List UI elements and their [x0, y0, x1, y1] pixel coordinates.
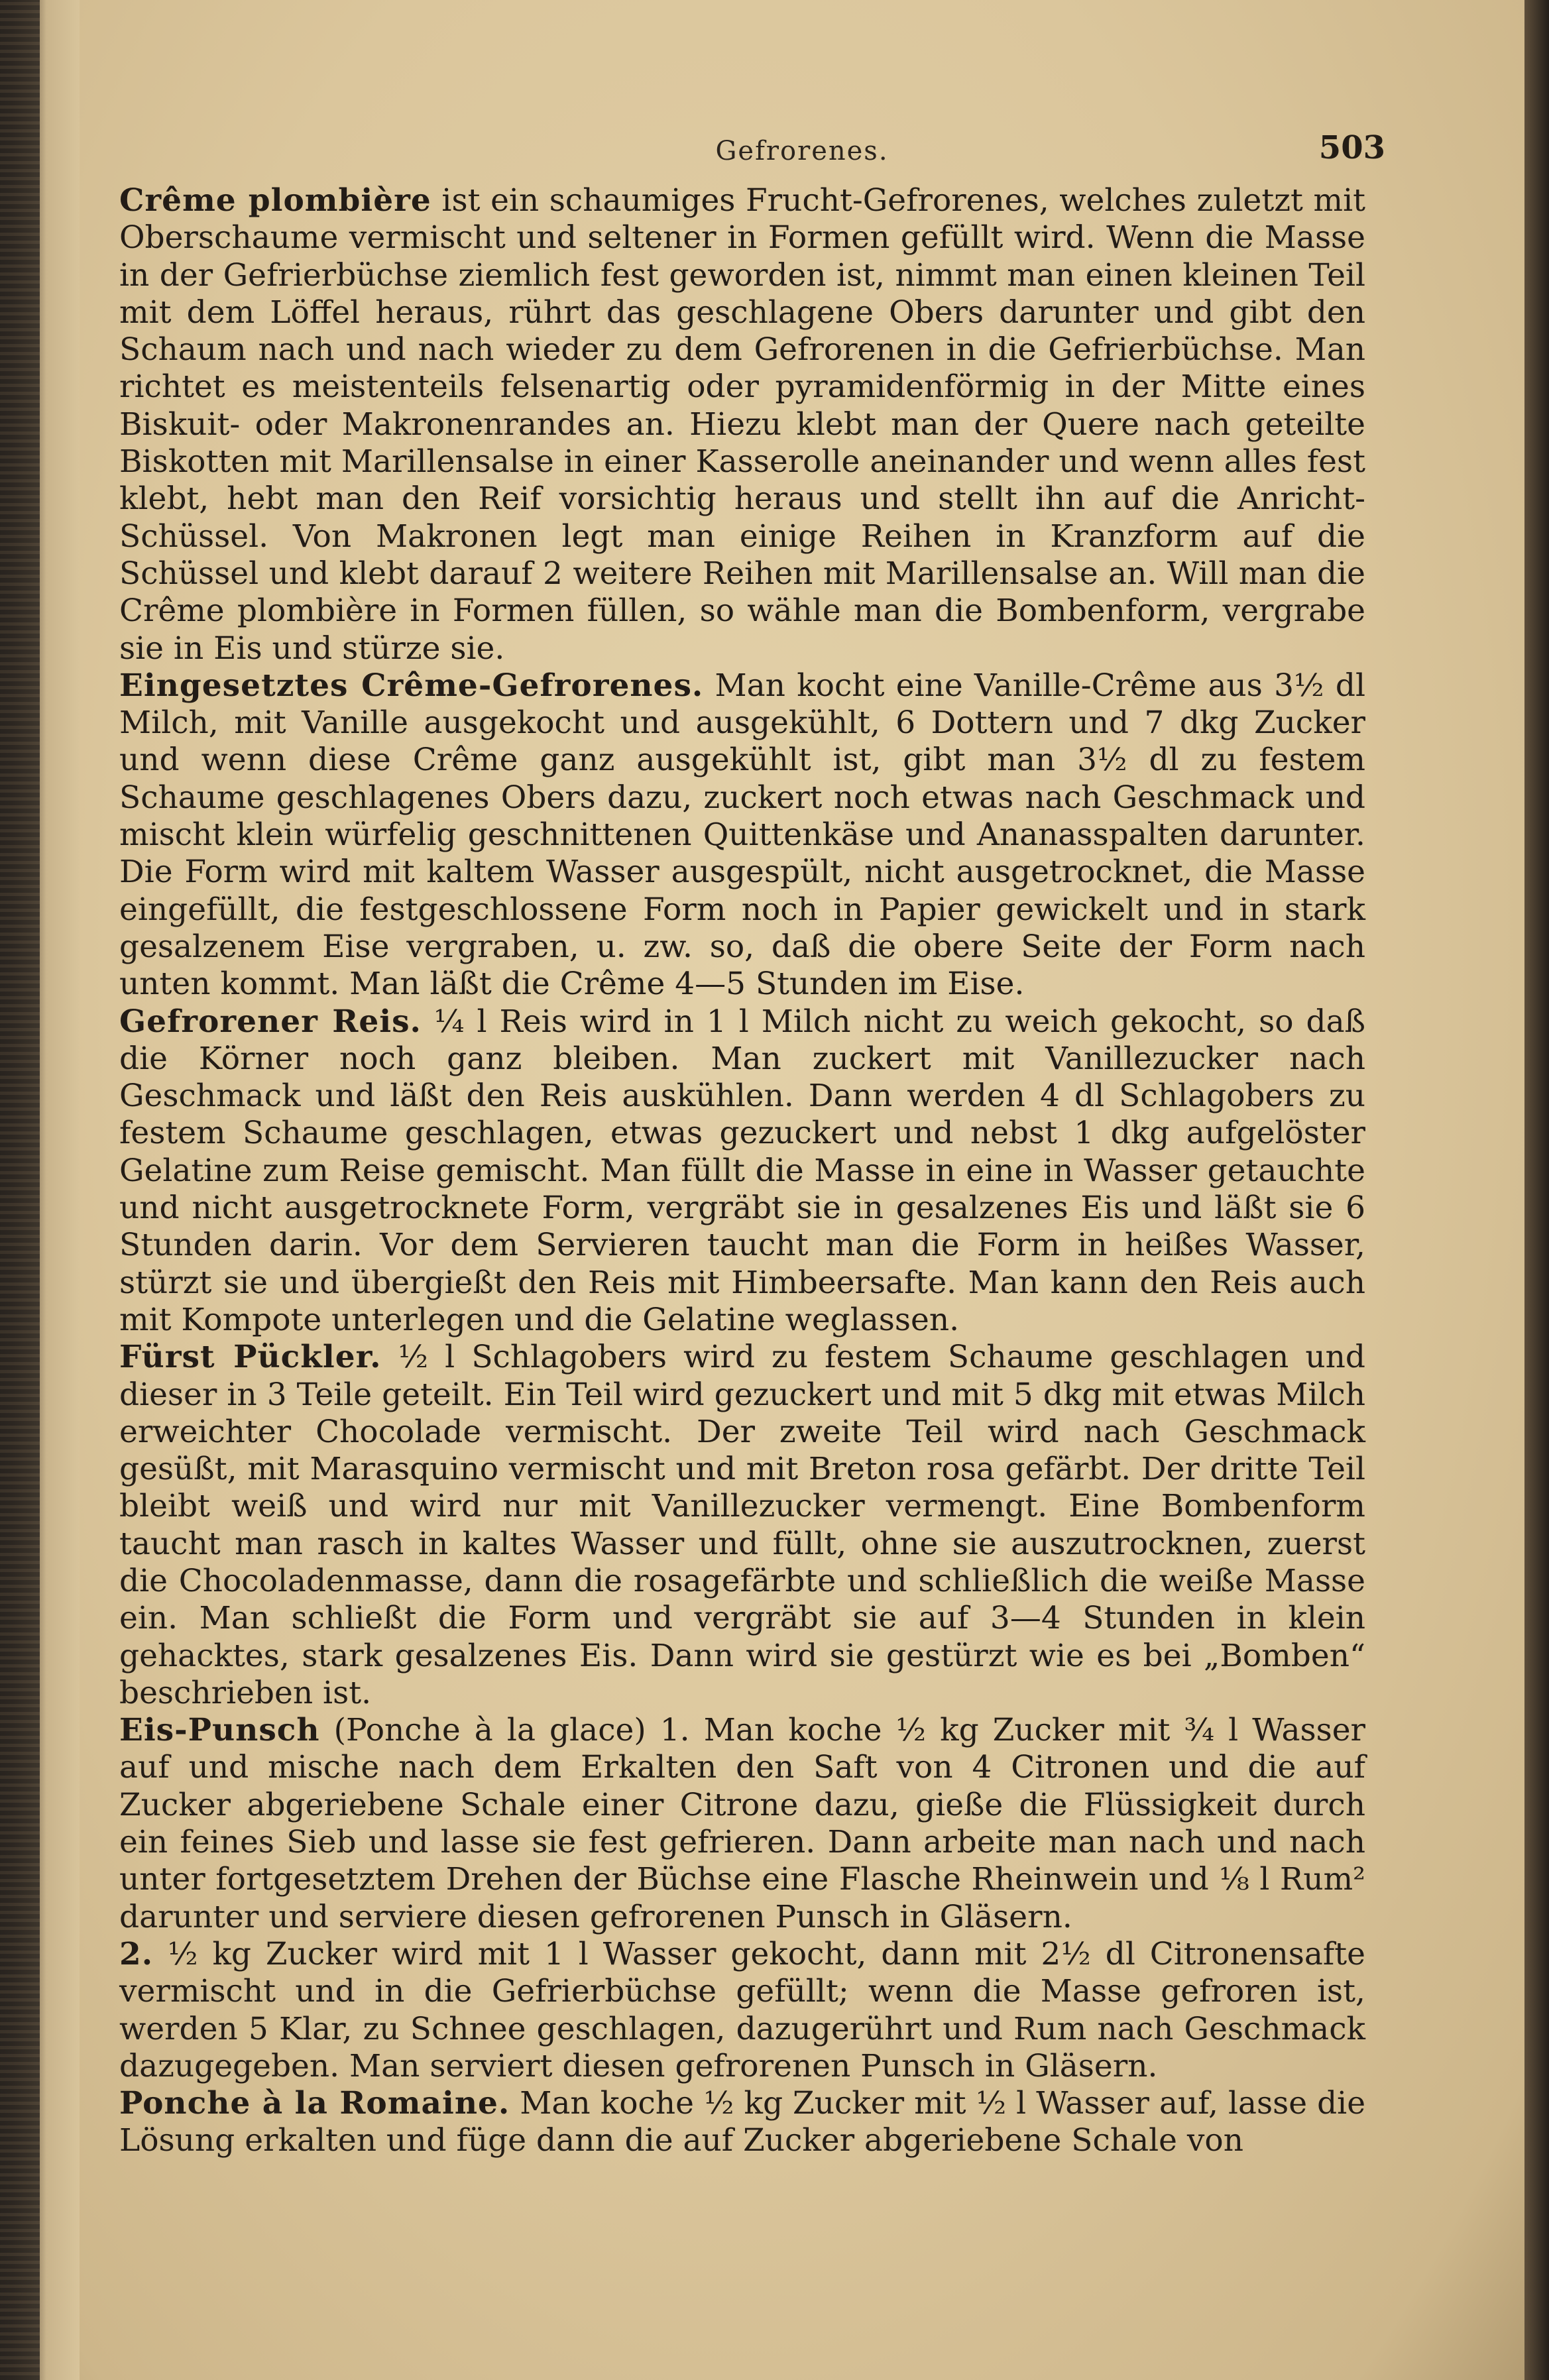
recipe-heading: Eis-Punsch	[119, 1712, 320, 1749]
paragraph-gefrorener-reis	[119, 1003, 1365, 1339]
paragraph-eis-punsch	[119, 1712, 1365, 1936]
page-header	[80, 129, 1524, 182]
paragraph-eingesetztes-creme	[119, 667, 1365, 1003]
recipe-heading: Fürst Pückler.	[119, 1339, 382, 1376]
paragraph-creme-plombiere	[119, 182, 1365, 667]
recipe-text: ½ l Schlagobers wird zu festem Schaume geschlagen und dieser in 3 Teile geteilt. Ein Teil wird gezuckert und mit 5 dkg mit etwas Milch erweichter Chocolade vermischt. Der zweite Teil wird nach Geschmack gesüßt, mit Marasquino vermischt und mit Breton rosa gefärbt. Der dritte Teil bleibt weiß und wird nur mit Vanillezucker vermengt. Eine Bombenform taucht man rasch in kaltes Wasser und füllt, ohne sie auszutrocknen, zuerst die Chocoladenmasse, dann die rosagefärbte und schließlich die weiße Masse ein. Man schließt die Form und vergräbt sie auf 3—4 Stunden in klein gehacktes, stark gesalzenes Eis. Dann wird sie gestürzt wie es bei „Bomben“ beschrieben ist.	[119, 1339, 1365, 1711]
paragraph-ponche-romaine	[119, 2085, 1365, 2160]
recipe-text: Man koche ½ kg Zucker mit ½ l Wasser auf, lasse die Lösung erkalten und füge dann die auf Zucker abgeriebene Schale von	[119, 2085, 1366, 2159]
page-body	[119, 182, 1365, 2160]
recipe-text: ½ kg Zucker wird mit 1 l Wasser gekocht, dann mit 2½ dl Citronensafte vermischt und in die Gefrierbüchse gefüllt; wenn die Masse gefroren ist, werden 5 Klar, zu Schnee geschlagen, dazugerührt und Rum nach Geschmack dazugegeben. Man serviert diesen gefrorenen Punsch in Gläsern.	[119, 1935, 1365, 2084]
recipe-text: ist ein schaumiges Frucht-Gefrorenes, welches zuletzt mit Oberschaume vermischt und seltener in Formen gefüllt wird. Wenn die Masse in der Gefrierbüchse ziemlich fest geworden ist, nimmt man einen kleinen Teil mit dem Löffel heraus, rührt das geschlagene Obers darunter und gibt den Schaum nach und nach wieder zu dem Gefrorenen in die Gefrierbüchse. Man richtet es meistenteils felsenartig oder pyramidenförmig in der Mitte eines Biskuit- oder Makronenrandes an. Hiezu klebt man der Quere nach geteilte Biskotten mit Marillensalse in einer Kasserolle aneinander und wenn alles fest klebt, hebt man den Reif vorsichtig heraus und stellt ihn auf die Anricht-Schüssel. Von Makronen legt man einige Reihen in Kranzform auf die Schüssel und klebt darauf 2 weitere Reihen mit Marillensalse an. Will man die Crême plombière in Formen füllen, so wähle man die Bombenform, vergrabe sie in Eis und stürze sie.	[119, 182, 1366, 667]
paragraph-eis-punsch-2	[119, 1936, 1365, 2085]
paragraph-fuerst-pueckler	[119, 1339, 1365, 1712]
recipe-text: ¼ l Reis wird in 1 l Milch nicht zu weich gekocht, so daß die Körner noch ganz bleiben. Man zuckert mit Vanillezucker nach Geschmack und läßt den Reis auskühlen. Dann werden 4 dl Schlagobers zu festem Schaume geschlagen, etwas gezuckert und nebst 1 dkg aufgelöster Gelatine zum Reise gemischt. Man füllt die Masse in eine in Wasser getauchte und nicht ausgetrocknete Form, vergräbt sie in gesalzenes Eis und läßt sie 6 Stunden darin. Vor dem Servieren taucht man die Form in heißes Wasser, stürzt sie und übergießt den Reis mit Himbeersafte. Man kann den Reis auch mit Kompote unterlegen und die Gelatine weglassen.	[119, 1003, 1365, 1338]
recipe-heading: Eingesetztes Crême-Gefrorenes.	[119, 667, 704, 704]
recipe-text: Man kocht eine Vanille-Crême aus 3½ dl Milch, mit Vanille ausgekocht und ausgekühlt, 6 Dottern und 7 dkg Zucker und wenn diese Crême ganz ausgekühlt ist, gibt man 3½ dl zu festem Schaume geschlagenes Obers dazu, zuckert noch etwas nach Geschmack und mischt klein würfelig geschnittenen Quittenkäse und Ananasspalten darunter. Die Form wird mit kaltem Wasser ausgespült, nicht ausgetrocknet, die Masse eingefüllt, die festgeschlossene Form noch in Papier gewickelt und in stark gesalzenem Eise vergraben, u. zw. so, daß die obere Seite der Form nach unten kommt. Man läßt die Crême 4—5 Stunden im Eise.	[119, 667, 1365, 1003]
running-head: Gefrorenes.	[715, 136, 889, 166]
recipe-text: (Ponche à la glace) 1. Man koche ½ kg Zucker mit ¾ l Wasser auf und mische nach dem Erkalten den Saft von 4 Citronen und die auf Zucker abgeriebene Schale einer Citrone dazu, gieße die Flüssigkeit durch ein feines Sieb und lasse sie fest gefrieren. Dann arbeite man nach und nach unter fortgesetztem Drehen der Büchse eine Flasche Rheinwein und ⅛ l Rum² darunter und serviere diesen gefrorenen Punsch in Gläsern.	[119, 1712, 1365, 1935]
page-number: 503	[1318, 129, 1385, 166]
recipe-number: 2.	[119, 1935, 154, 1972]
recipe-heading: Gefrorener Reis.	[119, 1003, 422, 1040]
page-paper	[80, 0, 1524, 2380]
book-binding-edge	[0, 0, 40, 2380]
recipe-heading: Ponche à la Romaine.	[119, 2085, 510, 2122]
recipe-heading: Crême plombière	[119, 182, 431, 219]
